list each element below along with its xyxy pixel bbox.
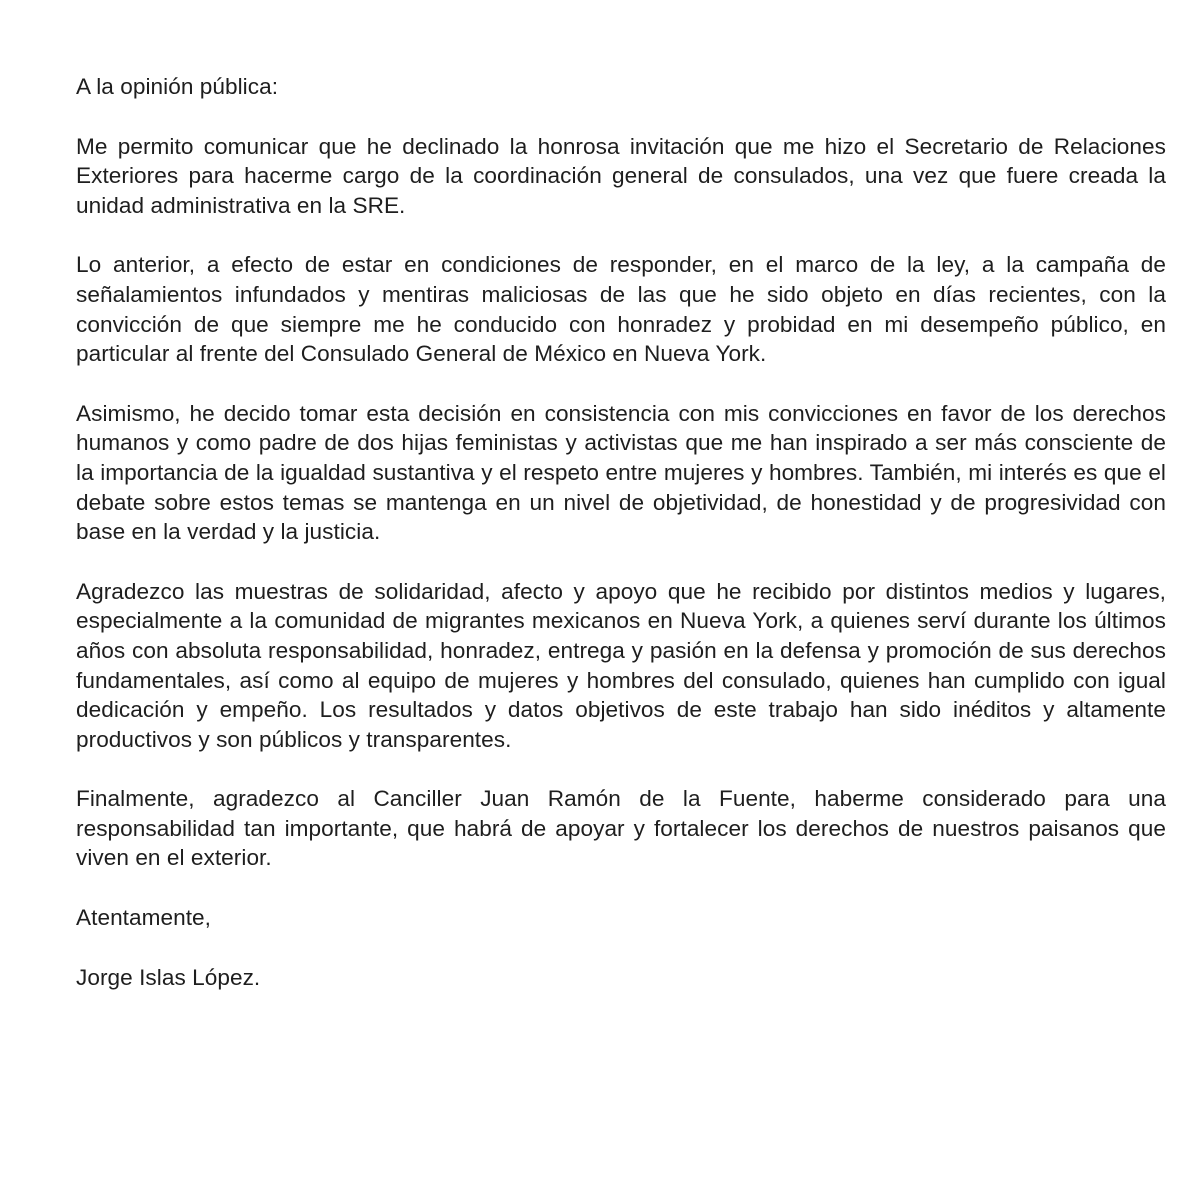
letter-paragraph-4: Agradezco las muestras de solidaridad, afecto y apoyo que he recibido por distintos medios y lugares, especialmente a la comunidad de migrantes mexicanos en Nueva York, a quienes serví durante los últimos años con absoluta responsabilidad, honradez, entrega y pasión en la defensa y promoción de sus derechos fundamentales, así como al equipo de mujeres y hombres del consulado, quienes han cumplido con igual dedicación y empeño. Los resultados y datos objetivos de este trabajo han sido inéditos y altamente productivos y son públicos y transparentes.	[76, 578, 1166, 752]
letter-paragraph-3: Asimismo, he decido tomar esta decisión en consistencia con mis convicciones en favor de los derechos humanos y como padre de dos hijas feministas y activistas que me han inspirado a ser más consciente de la importancia de la igualdad sustantiva y el respeto entre mujeres y hombres. También, mi interés es que el debate sobre estos temas se mantenga en un nivel de objetividad, de honestidad y de progresividad con base en la verdad y la justicia.	[76, 400, 1166, 545]
letter-greeting: A la opinión pública:	[76, 74, 279, 99]
letter-paragraph-5: Finalmente, agradezco al Canciller Juan Ramón de la Fuente, haberme considerado para una responsabilidad tan importante, que habrá de apoyar y fortalecer los derechos de nuestros paisanos que viven en el exterior.	[76, 786, 1166, 871]
letter-paragraph-1: Me permito comunicar que he declinado la honrosa invitación que me hizo el Secretario de Relaciones Exteriores para hacerme cargo de la coordinación general de consulados, una vez que fuere creada la unidad administrativa en la SRE.	[76, 133, 1166, 218]
letter-closing: Atentamente,	[76, 905, 211, 931]
letter-signature: Jorge Islas López.	[76, 964, 261, 990]
letter-body	[76, 72, 1166, 992]
letter-paragraph-2: Lo anterior, a efecto de estar en condiciones de responder, en el marco de la ley, a la campaña de señalamientos infundados y mentiras maliciosas de las que he sido objeto en días recientes, con la convicción de que siempre me he conducido con honradez y probidad en mi desempeño público, en particular al frente del Consulado General de México en Nueva York.	[76, 252, 1166, 367]
